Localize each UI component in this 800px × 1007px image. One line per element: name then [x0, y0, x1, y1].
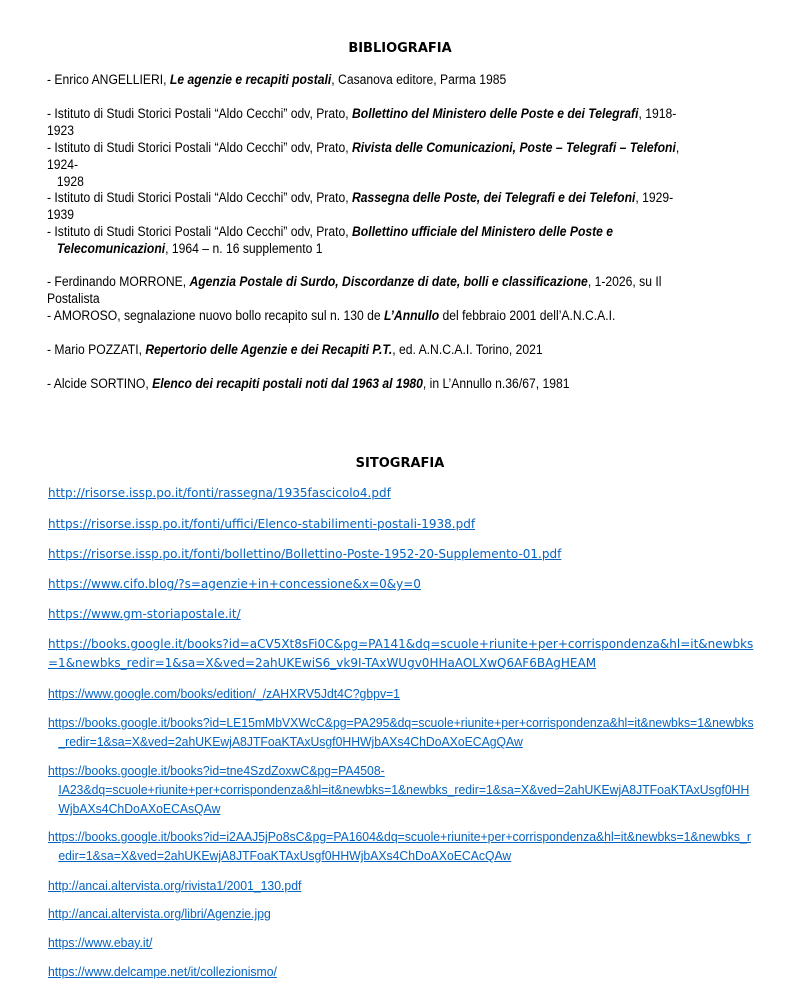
- link-text: http://ancai.altervista.org/rivista1/2001_130.pdf: [48, 878, 302, 893]
- bib-details: , ed. A.N.C.A.I. Torino, 2021: [392, 342, 543, 357]
- bib-entry: [47, 189, 691, 223]
- web-link[interactable]: [48, 635, 753, 673]
- link-text: https://risorse.issp.po.it/fonti/uffici/Elenco-stabilimenti-postali-1938.pdf: [48, 517, 476, 531]
- link-text: https://risorse.issp.po.it/fonti/bollettino/Bollettino-Poste-1952-20-Supplemento-01.pdf: [48, 547, 562, 561]
- sitografia-heading: SITOGRAFIA: [355, 456, 445, 471]
- web-link[interactable]: [48, 962, 277, 981]
- web-link[interactable]: [48, 827, 751, 865]
- bib-author: - Ferdinando MORRONE,: [47, 274, 190, 289]
- bib-author: - Mario POZZATI,: [47, 342, 146, 357]
- bib-title: Repertorio delle Agenzie e dei Recapiti P.T.: [145, 342, 393, 357]
- bib-author: - Istituto di Studi Storici Postali “Aldo Cecchi” odv, Prato,: [47, 106, 353, 121]
- bib-title: Bollettino del Ministero delle Poste e dei Telegrafi: [352, 106, 639, 121]
- bib-entry: [47, 223, 691, 257]
- bib-entry: [47, 273, 691, 307]
- link-text-cont: =1&newbks_redir=1&sa=X&ved=2ahUKEwiS6_vk9I-TAxWUgv0HHaAOLXwQ6AF6BAgHEAM: [48, 656, 597, 670]
- bibliografia-heading: BIBLIOGRAFIA: [348, 41, 452, 56]
- link-text: https://books.google.it/books?id=i2AAJ5jPo8sC&pg=PA1604&dq=scuole+riunite+per+corrispondenza&hl=it&newbks=1&newbks_r: [48, 829, 751, 844]
- web-link[interactable]: [48, 761, 749, 818]
- bib-details: , 1924-: [47, 140, 680, 172]
- web-link[interactable]: [48, 876, 301, 895]
- web-link[interactable]: [48, 904, 271, 923]
- bib-title: Bollettino ufficiale del Ministero delle Poste e: [352, 224, 614, 239]
- bib-title: Elenco dei recapiti postali noti dal 1963 al 1980: [152, 376, 423, 391]
- bib-entry: [47, 139, 691, 190]
- link-text: https://books.google.it/books?id=tne4SzdZoxwC&pg=PA4508-: [48, 763, 385, 778]
- bib-author: - Istituto di Studi Storici Postali “Aldo Cecchi” odv, Prato,: [47, 224, 353, 239]
- link-text: https://www.delcampe.net/it/collezionismo/: [48, 964, 277, 979]
- link-text: https://www.google.com/books/edition/_/zAHXRV5Jdt4C?gbpv=1: [48, 686, 400, 701]
- web-link[interactable]: [48, 515, 475, 534]
- bib-entry: [47, 71, 691, 88]
- link-text: https://books.google.it/books?id=aCV5Xt8sFi0C&pg=PA141&dq=scuole+riunite+per+corrispondenza&hl=it&newbks: [48, 637, 754, 651]
- bib-entry: [47, 375, 691, 392]
- bib-details: , 1929-1939: [47, 190, 674, 222]
- link-text: https://books.google.it/books?id=LE15mMbVXWcC&pg=PA295&dq=scuole+riunite+per+corrispondenza&hl=it&newbks=1&newbks: [48, 715, 754, 730]
- link-text-cont: _redir=1&sa=X&ved=2ahUKEwjA8JTFoaKTAxUsgf0HHWjbAXs4ChDoAXoECAgQAw: [58, 734, 523, 749]
- bib-author: - AMOROSO, segnalazione nuovo bollo recapito sul n. 130 de: [47, 308, 385, 323]
- bib-title: Agenzia Postale di Surdo, Discordanze di date, bolli e classificazione: [189, 274, 588, 289]
- bib-details: del febbraio 2001 dell’A.N.C.A.I.: [439, 308, 616, 323]
- bib-title: L’Annullo: [384, 308, 440, 323]
- bib-author: - Alcide SORTINO,: [47, 376, 153, 391]
- bib-author: - Istituto di Studi Storici Postali “Aldo Cecchi” odv, Prato,: [47, 190, 353, 205]
- link-text: http://ancai.altervista.org/libri/Agenzie.jpg: [48, 906, 271, 921]
- web-link[interactable]: [48, 575, 421, 594]
- link-text: http://risorse.issp.po.it/fonti/rassegna/1935fascicolo4.pdf: [48, 486, 391, 500]
- bib-title: Le agenzie e recapiti postali: [169, 72, 332, 87]
- bib-details: , in L’Annullo n.36/67, 1981: [422, 376, 570, 391]
- link-text-cont: edir=1&sa=X&ved=2ahUKEwjA8JTFoaKTAxUsgf0HHWjbAXs4ChDoAXoECAcQAw: [58, 848, 512, 863]
- bib-author: - Enrico ANGELLIERI,: [47, 72, 170, 87]
- bib-details: , 1918-1923: [47, 106, 677, 138]
- bib-title: Rivista delle Comunicazioni, Poste – Telegrafi – Telefoni: [352, 140, 676, 155]
- web-link[interactable]: [48, 684, 400, 703]
- bib-entry: [47, 307, 691, 324]
- web-link[interactable]: [48, 605, 241, 624]
- link-text: https://www.gm-storiapostale.it/: [48, 607, 241, 621]
- web-link[interactable]: [48, 713, 754, 751]
- bib-title: Rassegna delle Poste, dei Telegrafi e dei Telefoni: [352, 190, 636, 205]
- bib-details: , Casanova editore, Parma 1985: [331, 72, 507, 87]
- link-text: https://www.ebay.it/: [48, 935, 153, 950]
- bib-details-cont: [47, 240, 691, 257]
- web-link[interactable]: [48, 933, 152, 952]
- link-text-cont: WjbAXs4ChDoAXoECAsQAw: [58, 801, 221, 816]
- link-text-cont: IA23&dq=scuole+riunite+per+corrispondenza&hl=it&newbks=1&newbks_redir=1&sa=X&ved=2ahUKEwjA8JTFoaKTAxUsgf0HH: [58, 782, 750, 797]
- web-link[interactable]: [48, 545, 561, 564]
- bib-entry: [47, 341, 691, 358]
- web-link[interactable]: [48, 484, 391, 503]
- bib-details-cont: 1928: [56, 174, 84, 189]
- link-text: https://www.cifo.blog/?s=agenzie+in+concessione&x=0&y=0: [48, 577, 421, 591]
- bib-details: , 1964 – n. 16 supplemento 1: [165, 241, 323, 256]
- bib-entry: [47, 105, 691, 139]
- bib-details: , 1-2026, su Il Postalista: [47, 274, 662, 306]
- bib-title-cont: Telecomunicazioni: [56, 241, 166, 256]
- bib-author: - Istituto di Studi Storici Postali “Aldo Cecchi” odv, Prato,: [47, 140, 353, 155]
